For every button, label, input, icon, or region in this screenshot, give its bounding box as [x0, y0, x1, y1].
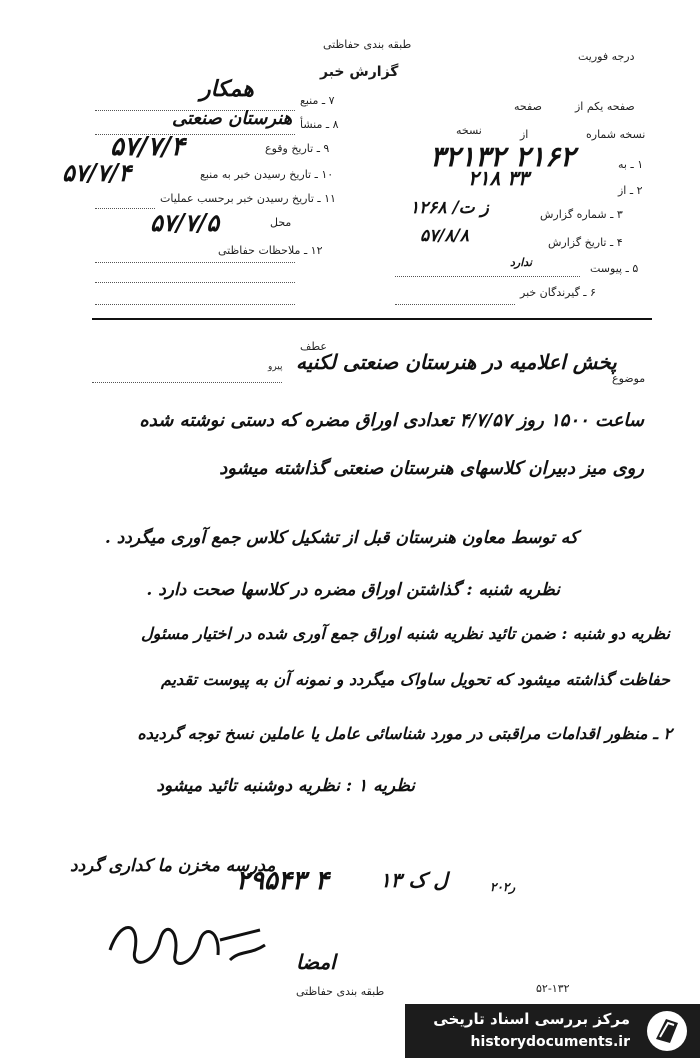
body-line-4: نظریه شنبه : گذاشتن اوراق مضره در کلاسها صحت دارد .: [146, 580, 560, 600]
subject-label: موضوع: [612, 372, 646, 385]
copy-number-label: نسخه شماره: [586, 128, 646, 141]
body-line-2: روی میز دبیران کلاسهای هنرستان صنعتی گذاشته میشود: [219, 458, 644, 479]
footer-org-name: مرکز بررسی اسناد تاریخی: [433, 1010, 630, 1028]
priority-label: درجه فوریت: [578, 50, 635, 63]
annotation-number: ۲۰ر۲: [490, 880, 516, 894]
footer-site: historydocuments.ir: [470, 1034, 630, 1050]
field-1-label: ۱ ـ به: [618, 158, 644, 171]
field-5-label: ۵ ـ پیوست: [590, 262, 639, 275]
annotation-1: ل ک ۱۳: [380, 868, 448, 892]
body-line-3: که توسط معاون هنرستان قبل از تشکیل کلاس جمع آوری میگردد .: [104, 528, 578, 548]
body-line-6: حفاظت گذاشته میشود که تحویل ساواک میگردد و نمونه آن به پیوست تقدیم: [160, 670, 670, 689]
field-1-value: ۳۲۱۳۲ ۲۱۶۲: [430, 140, 576, 173]
body-line-7: ۲ ـ منظور اقدامات مراقبتی در مورد شناسائی عامل یا عاملین نسخ توجه گردیده: [137, 724, 672, 743]
classification-top: طبقه بندی حفاظتی: [323, 38, 412, 51]
signature-mark: امضا: [296, 950, 336, 974]
body-line-1: ساعت ۱۵۰۰ روز ۴/۷/۵۷ تعدادی اوراق مضره که دستی نوشته شده: [139, 410, 644, 431]
field-4-value: ۵۷/۸/۸: [420, 226, 469, 246]
form-code: ۵۲-۱۳۲: [536, 982, 570, 995]
field-9-value: ۵۷/۷/۴: [110, 132, 185, 162]
field-3-value: ۱۲۶۸ /ز ت: [410, 198, 489, 218]
page-suffix: صفحه: [514, 100, 542, 113]
field-6-label: ۶ ـ گیرندگان خبر: [520, 286, 596, 299]
reference-label: عطف: [300, 340, 327, 353]
form-title: گزارش خبر: [320, 64, 399, 80]
archive-logo-icon: [644, 1009, 690, 1053]
field-7-value: همکار: [200, 76, 254, 102]
separator-line: [92, 318, 652, 320]
field-8-value: هنرستان صنعتی: [172, 108, 293, 129]
reference-sub: پیرو: [268, 362, 283, 372]
field-2-label: ۲ ـ از: [618, 184, 643, 197]
classification-bottom: طبقه بندی حفاظتی: [296, 985, 385, 998]
field-10-value: ۵۷/۷/۴: [62, 158, 132, 187]
field-5-value: ندارد: [510, 256, 533, 269]
signature-scribble: [100, 910, 280, 980]
field-9-label: ۹ ـ تاریخ وقوع: [265, 142, 330, 155]
subject-value: پخش اعلامیه در هنرستان صنعتی لکنیه: [296, 350, 617, 374]
field-10-label: ۱۰ ـ تاریخ رسیدن خبر به منبع: [200, 168, 334, 181]
body-line-8: نظریه ۱ : نظریه دوشنبه تائید میشود: [156, 776, 415, 796]
field-12-label: ۱۲ ـ ملاحظات حفاظتی: [218, 244, 323, 257]
field-8-label: ۸ ـ منشأ: [300, 118, 339, 131]
field-3-label: ۳ ـ شماره گزارش: [540, 208, 623, 221]
field-11-label: ۱۱ ـ تاریخ رسیدن خبر برحسب عملیات: [160, 192, 336, 205]
copy-of: از: [520, 128, 529, 141]
field-11-value: ۵۷/۷/۵: [150, 208, 220, 237]
annotation-2: ۲۹۵۴۳ ۴: [236, 866, 329, 896]
field-7-label: ۷ ـ منبع: [300, 94, 335, 107]
place-label: محل: [270, 216, 292, 229]
field-4-label: ۴ ـ تاریخ گزارش: [548, 236, 623, 249]
footer-banner: [405, 1004, 700, 1058]
field-2-value: ۲۱۸ ۳۳: [468, 166, 529, 190]
copy-label: نسخه: [456, 124, 482, 137]
body-line-5: نظریه دو شنبه : ضمن تائید نظریه شنبه اوراق جمع آوری شده در اختیار مسئول: [141, 624, 670, 643]
page-label: صفحه یکم از: [575, 100, 635, 113]
annotation-3: مدرسه مخزن ما کداری گردد: [70, 856, 276, 876]
